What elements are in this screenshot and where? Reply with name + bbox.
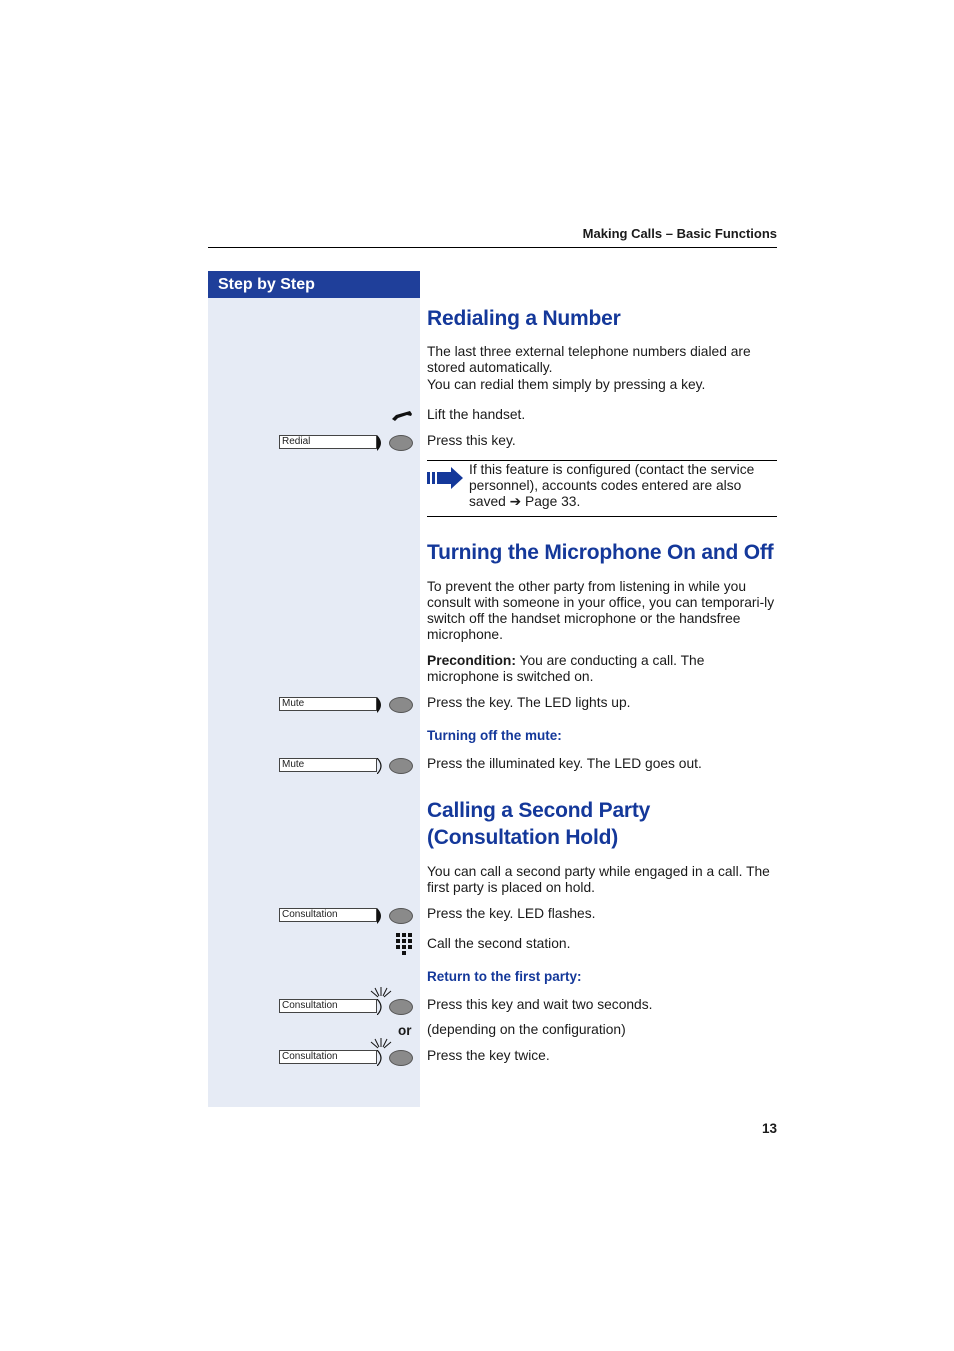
header-divider xyxy=(208,247,777,248)
section3-intro: You can call a second party while engaged in a call. The first party is placed on hold. xyxy=(427,864,770,895)
key-indicator xyxy=(377,435,385,451)
sidebar-title: Step by Step xyxy=(208,271,420,298)
section-title-redialing: Redialing a Number xyxy=(427,307,621,330)
step-press-mute: Press the key. The LED lights up. xyxy=(427,695,631,710)
section-title-consultation: Calling a Second Party xyxy=(427,799,651,822)
keypad-icon xyxy=(395,932,413,956)
key-indicator xyxy=(377,999,385,1015)
key-indicator xyxy=(377,1050,385,1066)
consultation-key-twice[interactable] xyxy=(279,1049,413,1067)
note-line-3: saved ➔ Page 33. xyxy=(469,494,581,509)
step-sidebar xyxy=(208,271,420,1107)
consultation-key-return[interactable] xyxy=(279,998,413,1016)
step-press-twice: Press the key twice. xyxy=(427,1048,550,1063)
section2-precondition xyxy=(427,653,779,685)
mute-key-label: Mute xyxy=(279,758,377,772)
consultation-key-button[interactable] xyxy=(389,908,413,924)
consultation-key-button[interactable] xyxy=(389,1050,413,1066)
subheading-return: Return to the first party: xyxy=(427,969,582,984)
consultation-key-label: Consultation xyxy=(279,1050,377,1064)
step-press-consultation: Press the key. LED flashes. xyxy=(427,906,596,921)
redial-key-label: Redial xyxy=(279,435,377,449)
mute-key-button[interactable] xyxy=(389,697,413,713)
key-indicator xyxy=(377,908,385,924)
section1-intro: The last three external telephone numbers dialed are stored automatically. xyxy=(427,344,751,375)
precondition-text: You are conducting a call. The microphone is switched on. xyxy=(427,653,705,684)
consultation-key[interactable] xyxy=(279,907,413,925)
section1-intro2: You can redial them simply by pressing a key. xyxy=(427,377,706,392)
step-depending: (depending on the configuration) xyxy=(427,1022,626,1037)
key-indicator xyxy=(377,697,385,713)
step-press-wait: Press this key and wait two seconds. xyxy=(427,997,653,1012)
mute-key[interactable] xyxy=(279,696,413,714)
note-line-2: personnel), accounts codes entered are also xyxy=(469,478,742,493)
section2-intro: To prevent the other party from listening in while you consult with someone in your office, you can temporari-ly switch off the handset microphone or the handsfree microphone. xyxy=(427,579,775,642)
note-top-rule xyxy=(427,460,777,461)
mute-key-button[interactable] xyxy=(389,758,413,774)
page-number: 13 xyxy=(761,1121,777,1136)
step-press-redial: Press this key. xyxy=(427,433,516,448)
redial-key-button[interactable] xyxy=(389,435,413,451)
consultation-key-button[interactable] xyxy=(389,999,413,1015)
consultation-key-label: Consultation xyxy=(279,908,377,922)
note-arrow-icon xyxy=(427,466,464,490)
running-header: Making Calls – Basic Functions xyxy=(582,226,777,241)
handset-lift-icon xyxy=(390,406,414,424)
note-bottom-rule xyxy=(427,516,777,517)
note-line-1: If this feature is configured (contact the service xyxy=(469,462,755,477)
or-label: or xyxy=(398,1023,412,1038)
mute-key-off[interactable] xyxy=(279,757,413,775)
step-lift-handset: Lift the handset. xyxy=(427,407,526,422)
key-indicator xyxy=(377,758,385,774)
section-title-consultation-2: (Consultation Hold) xyxy=(427,826,618,849)
precondition-label: Precondition: xyxy=(427,653,516,668)
section-title-microphone: Turning the Microphone On and Off xyxy=(427,541,774,564)
mute-key-label: Mute xyxy=(279,697,377,711)
step-press-illuminated: Press the illuminated key. The LED goes out. xyxy=(427,756,702,771)
subheading-mute-off: Turning off the mute: xyxy=(427,728,562,743)
redial-key[interactable] xyxy=(279,434,413,452)
step-call-second: Call the second station. xyxy=(427,936,571,951)
consultation-key-label: Consultation xyxy=(279,999,377,1013)
